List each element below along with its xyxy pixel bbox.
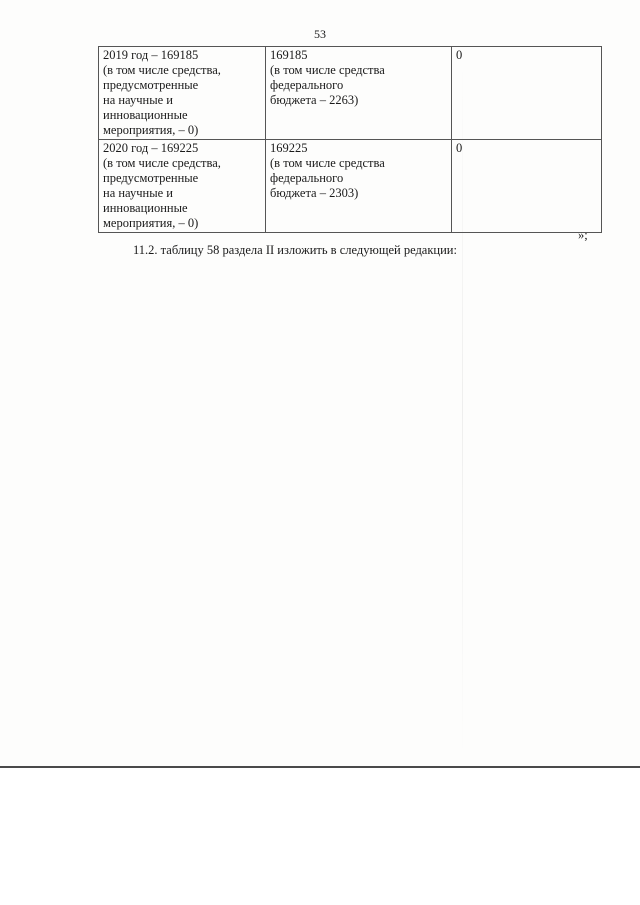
cell-text: 0 <box>456 141 463 155</box>
cell-text: на научные и <box>103 186 173 200</box>
closing-quote-mark: »; <box>578 228 588 242</box>
table-row-2019 <box>99 47 602 140</box>
cell-text: федерального <box>270 78 344 92</box>
cell-text: 2019 год – 169185 <box>103 48 199 62</box>
cell-text: (в том числе средства <box>270 63 385 77</box>
cell-text: инновационные <box>103 108 188 122</box>
cell-text: 2020 год – 169225 <box>103 141 199 155</box>
cell-text: бюджета – 2263) <box>270 93 359 107</box>
other-sources-cell <box>452 47 602 140</box>
year-total-cell <box>99 47 266 140</box>
cell-text: федерального <box>270 171 344 185</box>
amendment-paragraph: 11.2. таблицу 58 раздела II изложить в следующей редакции: <box>133 243 457 257</box>
cell-text: 0 <box>456 48 463 62</box>
budget-table <box>98 46 602 233</box>
cell-text: предусмотренные <box>103 78 199 92</box>
cell-text: (в том числе средства, <box>103 156 221 170</box>
page-number: 53 <box>314 27 326 41</box>
cell-text: 169185 <box>270 48 308 62</box>
cell-text: мероприятия, – 0) <box>103 216 199 230</box>
blank-background <box>0 768 640 905</box>
cell-text: предусмотренные <box>103 171 199 185</box>
cell-text: мероприятия, – 0) <box>103 123 199 137</box>
federal-budget-cell <box>266 47 452 140</box>
other-sources-cell <box>452 140 602 233</box>
cell-text: (в том числе средства <box>270 156 385 170</box>
cell-text: (в том числе средства, <box>103 63 221 77</box>
cell-text: на научные и <box>103 93 173 107</box>
year-total-cell <box>99 140 266 233</box>
federal-budget-cell <box>266 140 452 233</box>
table-row-2020 <box>99 140 602 233</box>
cell-text: 169225 <box>270 141 308 155</box>
cell-text: бюджета – 2303) <box>270 186 359 200</box>
cell-text: инновационные <box>103 201 188 215</box>
